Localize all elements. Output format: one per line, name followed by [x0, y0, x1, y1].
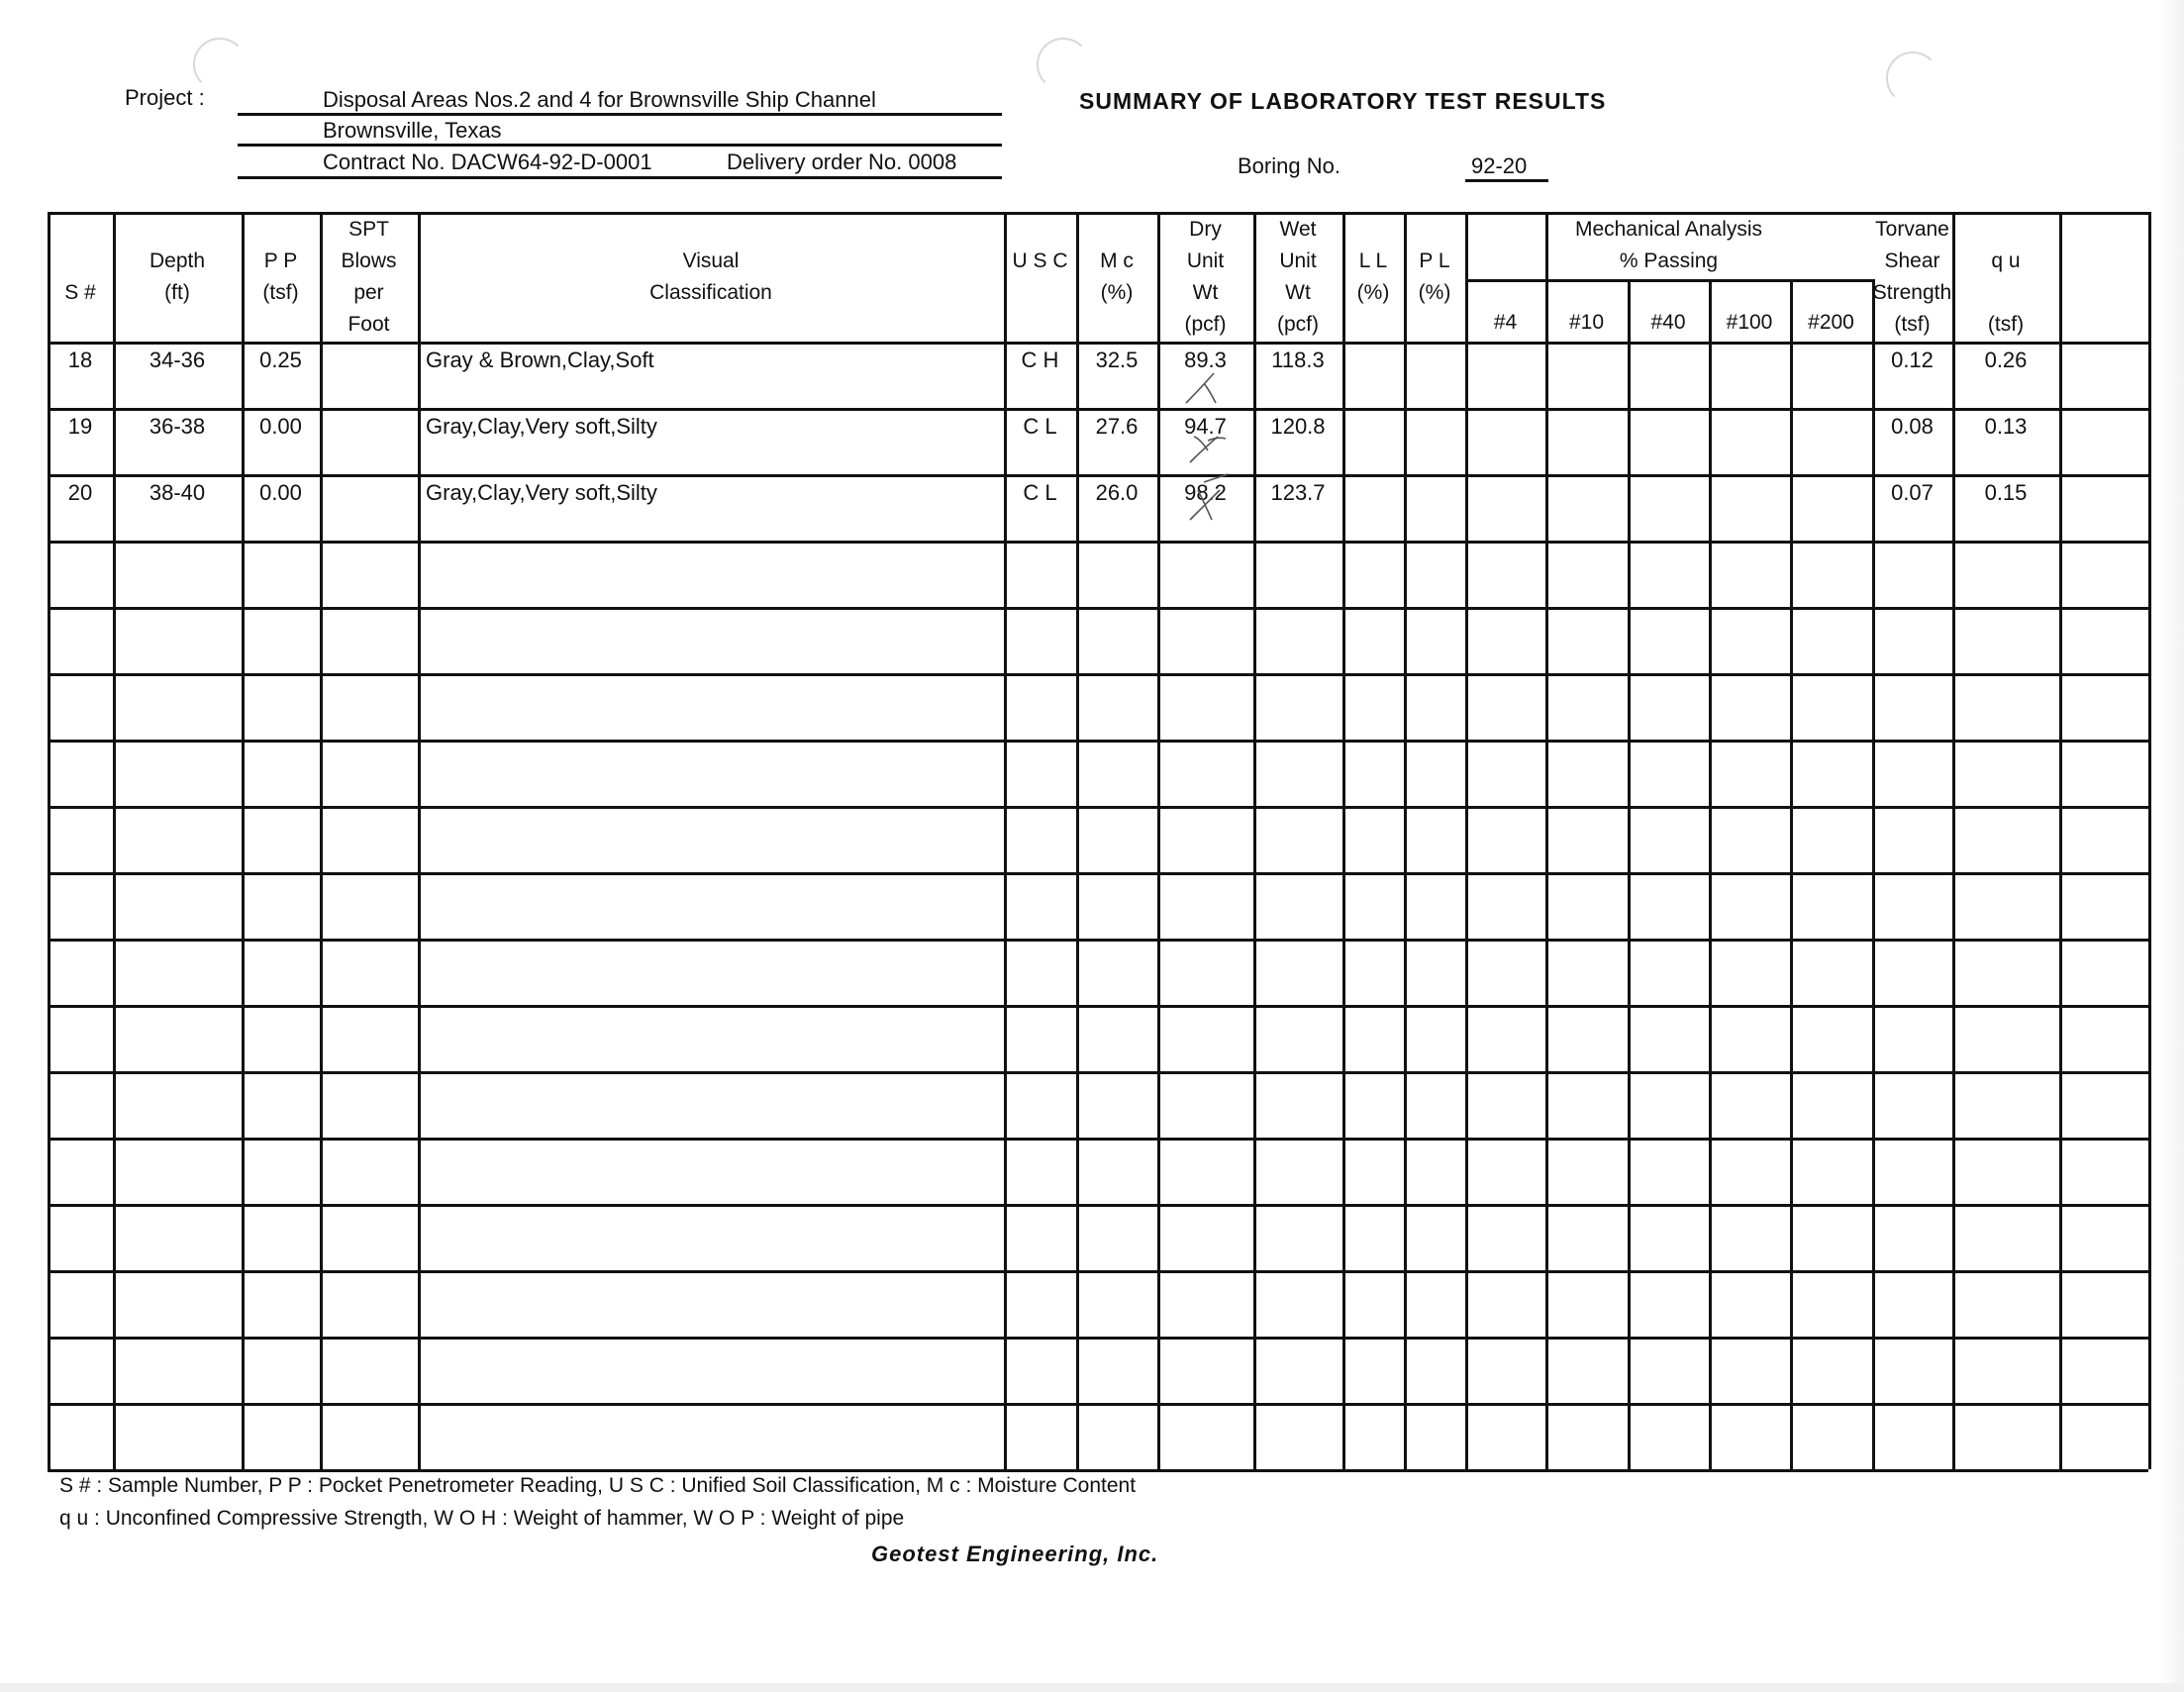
cell-torvane: 0.08: [1891, 414, 1934, 439]
column-line: [1465, 212, 1468, 1469]
underline: [238, 176, 1002, 179]
col-header-spt: Blows: [341, 249, 397, 272]
col-header-wet-unit-wt: (pcf): [1277, 313, 1319, 336]
column-line: [1004, 212, 1007, 1469]
row-line: [48, 1337, 2148, 1340]
col-header-dry-unit-wt: Unit: [1186, 249, 1225, 272]
col-header-torvane: Shear: [1884, 249, 1940, 272]
row-line: [48, 1071, 2148, 1074]
col-header-dry-unit-wt: Dry: [1189, 218, 1222, 241]
col-header-torvane: Strength: [1872, 281, 1952, 304]
page-title: SUMMARY OF LABORATORY TEST RESULTS: [1079, 88, 1607, 114]
column-line: [1790, 279, 1793, 1469]
cell-wet: 118.3: [1271, 348, 1325, 372]
mech-analysis-divider: [1465, 279, 1872, 282]
row-line: [48, 1005, 2148, 1008]
col-header-qu: (tsf): [1987, 313, 2025, 336]
row-line: [48, 1469, 2148, 1472]
cell-usc: C H: [1021, 348, 1059, 372]
column-line: [418, 212, 421, 1469]
row-line: [48, 939, 2148, 942]
company-name: Geotest Engineering, Inc.: [871, 1542, 1159, 1566]
project-name: Disposal Areas Nos.2 and 4 for Brownsville Ship Channel: [323, 87, 876, 112]
cell-depth: 36-38: [149, 414, 206, 439]
col-header-pp: P P: [263, 249, 298, 272]
row-line: [48, 673, 2148, 676]
cell-qu: 0.13: [1984, 414, 2028, 439]
check-mark: [1186, 373, 1216, 403]
cell-s: 18: [67, 348, 93, 372]
cell-usc: C L: [1023, 480, 1057, 505]
punch-hole: [1886, 51, 1939, 105]
handwritten-check-marks: [1164, 342, 1263, 559]
delivery-order: Delivery order No. 0008: [727, 149, 957, 174]
column-line: [242, 212, 245, 1469]
contract-number: Contract No. DACW64-92-D-0001: [323, 149, 652, 174]
cell-wet: 120.8: [1270, 414, 1326, 439]
col-header-torvane: Torvane: [1875, 218, 1949, 241]
column-line: [1157, 212, 1160, 1469]
row-line: [48, 1204, 2148, 1207]
col-header-sieve: #100: [1726, 311, 1773, 334]
underline: [238, 144, 1002, 147]
column-line: [320, 212, 323, 1469]
column-line: [113, 212, 116, 1469]
col-header-depth: (ft): [164, 281, 190, 304]
underline: [1465, 179, 1548, 182]
legend-line-2: q u : Unconfined Compressive Strength, W O H : Weight of hammer, W O P : Weight of pipe: [59, 1507, 905, 1530]
col-header-dry-unit-wt: Wt: [1192, 281, 1219, 304]
column-line: [1545, 212, 1548, 1469]
col-header-wet-unit-wt: Unit: [1279, 249, 1317, 272]
col-header-usc: U S C: [1012, 249, 1068, 272]
col-header-sieve: #10: [1568, 311, 1605, 334]
col-header-pp: (tsf): [262, 281, 299, 304]
boring-number: 92-20: [1471, 153, 1528, 178]
col-header-wet-unit-wt: Wt: [1285, 281, 1311, 304]
col-header-mc: (%): [1100, 281, 1134, 304]
row-line: [48, 541, 2148, 544]
page-edge: [2158, 0, 2184, 1692]
col-header-sieve: #40: [1650, 311, 1686, 334]
underline: [238, 113, 1002, 116]
cell-wet: 123.7: [1270, 480, 1326, 505]
row-line: [48, 1403, 2148, 1406]
column-line: [1628, 279, 1631, 1469]
col-header-visual: Classification: [649, 281, 772, 304]
column-line: [1952, 212, 1955, 1469]
col-header-wet-unit-wt: Wet: [1279, 218, 1317, 241]
cell-visual: Gray & Brown,Clay,Soft: [426, 348, 654, 372]
cell-depth: 34-36: [149, 348, 206, 372]
cell-depth: 38-40: [149, 480, 206, 505]
row-line: [48, 1138, 2148, 1141]
cell-dry: 89.3: [1184, 348, 1227, 372]
check-mark: [1190, 474, 1228, 520]
col-header-spt: Foot: [347, 313, 390, 336]
col-header-torvane: (tsf): [1894, 313, 1931, 336]
column-line: [2059, 212, 2062, 1469]
col-header-pl: P L: [1419, 249, 1450, 272]
check-mark: [1190, 437, 1226, 462]
col-header-spt: per: [353, 281, 384, 304]
col-header-sieve: #200: [1808, 311, 1854, 334]
punch-hole: [193, 38, 247, 91]
col-header-visual: Visual: [682, 249, 740, 272]
col-header-pl: (%): [1418, 281, 1451, 304]
col-header-depth: Depth: [149, 249, 206, 272]
project-location: Brownsville, Texas: [323, 118, 502, 143]
cell-mc: 32.5: [1095, 348, 1139, 372]
col-header-spt: SPT: [348, 218, 389, 241]
page-edge: [0, 1683, 2184, 1692]
col-header-dry-unit-wt: (pcf): [1184, 313, 1227, 336]
row-line: [48, 806, 2148, 809]
column-line: [1404, 212, 1407, 1469]
cell-visual: Gray,Clay,Very soft,Silty: [426, 414, 657, 439]
cell-s: 20: [67, 480, 93, 505]
column-line: [48, 212, 50, 1469]
cell-mc: 26.0: [1095, 480, 1139, 505]
cell-dry: 98.2: [1184, 480, 1227, 505]
col-header-ll: L L: [1358, 249, 1388, 272]
cell-pp: 0.00: [259, 414, 302, 439]
col-header-mech-analysis: % Passing: [1619, 249, 1719, 272]
cell-qu: 0.26: [1984, 348, 2028, 372]
cell-s: 19: [67, 414, 93, 439]
cell-usc: C L: [1023, 414, 1057, 439]
row-line: [48, 872, 2148, 875]
cell-pp: 0.25: [259, 348, 302, 372]
legend-line-1: S # : Sample Number, P P : Pocket Penetrometer Reading, U S C : Unified Soil Classification, M c : Moisture Content: [59, 1474, 1137, 1497]
col-header-sieve: #4: [1493, 311, 1518, 334]
project-label: Project :: [125, 85, 205, 110]
column-line: [1709, 279, 1712, 1469]
col-header-mech-analysis: Mechanical Analysis: [1574, 218, 1763, 241]
cell-pp: 0.00: [259, 480, 302, 505]
cell-torvane: 0.07: [1891, 480, 1934, 505]
col-header-ll: (%): [1356, 281, 1390, 304]
column-line: [1342, 212, 1345, 1469]
col-header-sample: S #: [64, 281, 96, 304]
column-line: [1076, 212, 1079, 1469]
punch-hole: [1037, 38, 1090, 91]
row-line: [48, 1270, 2148, 1273]
cell-qu: 0.15: [1984, 480, 2028, 505]
column-line: [2148, 212, 2151, 1469]
cell-dry: 94.7: [1184, 414, 1227, 439]
row-line: [48, 740, 2148, 743]
col-header-mc: M c: [1100, 249, 1134, 272]
column-line: [1872, 279, 1875, 1469]
row-line: [48, 607, 2148, 610]
cell-mc: 27.6: [1095, 414, 1139, 439]
boring-label: Boring No.: [1238, 153, 1340, 178]
col-header-qu: q u: [1991, 249, 2021, 272]
cell-torvane: 0.12: [1891, 348, 1934, 372]
cell-visual: Gray,Clay,Very soft,Silty: [426, 480, 657, 505]
